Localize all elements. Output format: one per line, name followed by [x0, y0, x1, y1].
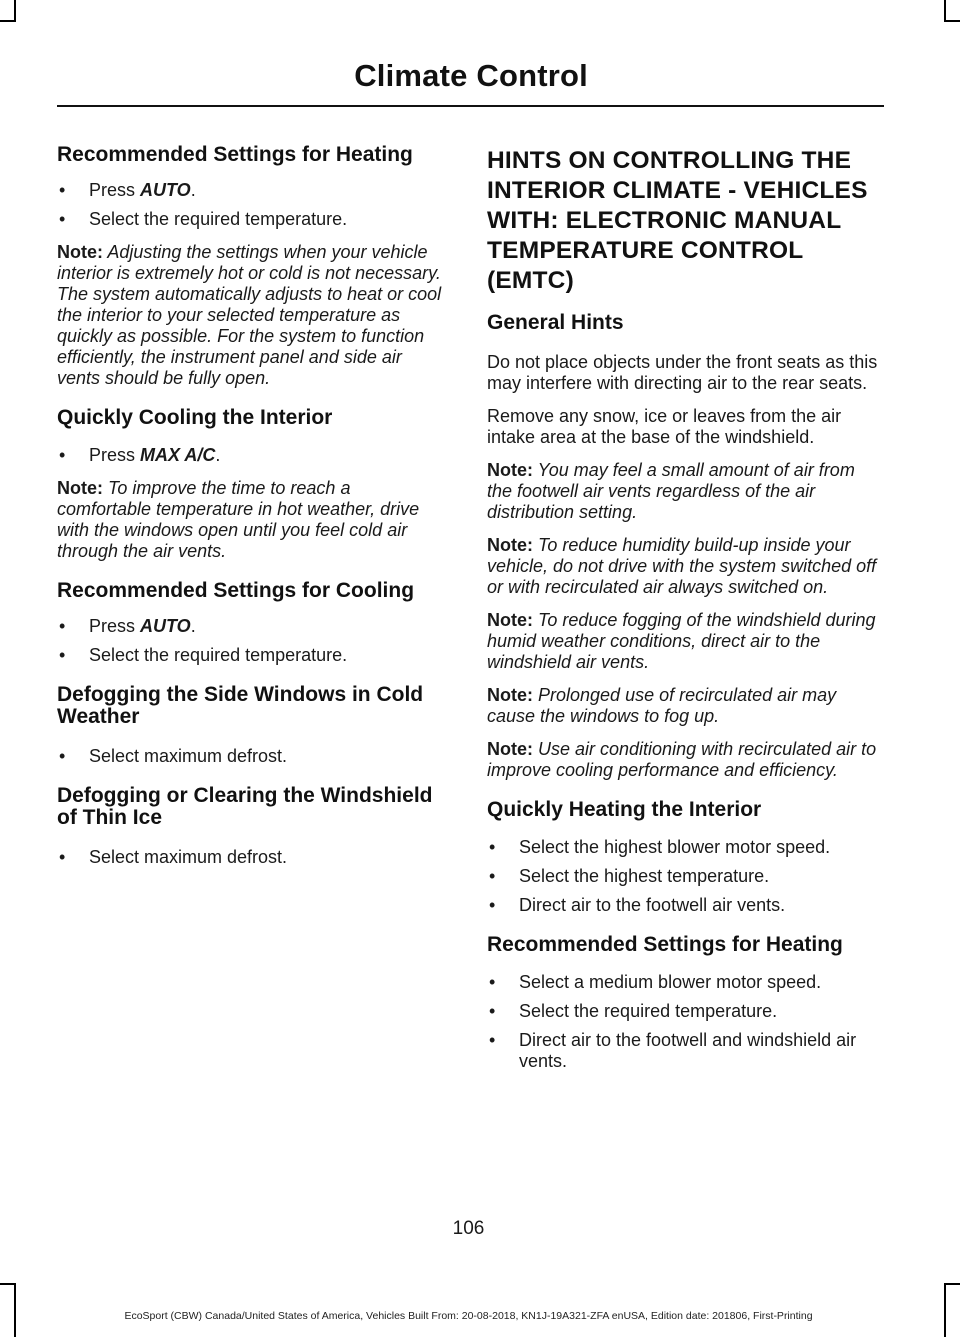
page-header-title: Climate Control	[354, 58, 588, 93]
bullet-icon: •	[489, 1001, 496, 1021]
section-heading-defog-windshield: Defogging or Clearing the Windshield of Thin Ice	[57, 784, 433, 829]
note-paragraph	[487, 685, 882, 727]
note-paragraph	[487, 535, 882, 598]
note-paragraph	[57, 242, 447, 389]
note-text: You may feel a small amount of air from the footwell air vents regardless of the air distribution setting.	[487, 460, 855, 522]
section-heading-heating: Recommended Settings for Heating	[57, 143, 413, 166]
list-item	[487, 1030, 882, 1072]
list-item	[57, 616, 447, 637]
bullet-icon: •	[59, 847, 66, 867]
bullet-icon: •	[59, 180, 66, 200]
crop-mark-bottom-right-v	[944, 1283, 946, 1337]
note-label: Note:	[487, 610, 533, 630]
heating-interior-bullet-list	[487, 837, 882, 916]
list-item	[487, 837, 882, 858]
defog-windshield-bullet-list	[57, 847, 447, 868]
section-heading-general-hints: General Hints	[487, 311, 624, 334]
list-item	[487, 866, 882, 887]
list-item	[57, 746, 447, 767]
note-label: Note:	[487, 535, 533, 555]
list-item	[57, 209, 447, 230]
note-label: Note:	[487, 685, 533, 705]
bullet-text: Select maximum defrost.	[89, 746, 288, 766]
general-hint-paragraph: Remove any snow, ice or leaves from the air intake area at the base of the windshield.	[487, 406, 842, 447]
bullet-text: Direct air to the footwell air vents.	[519, 895, 786, 915]
heating-settings-bullet-list	[487, 972, 882, 1072]
footer-text: EcoSport (CBW) Canada/United States of America, Vehicles Built From: 20-08-2018, KN1J-19A321-ZFA enUSA, Edition date: 201806, First-Printing	[124, 1310, 813, 1322]
bullet-text: Select maximum defrost.	[89, 847, 288, 867]
section-heading-heating-interior: Quickly Heating the Interior	[487, 798, 762, 821]
header-rule	[57, 105, 884, 107]
section-heading-heating-settings: Recommended Settings for Heating	[487, 933, 843, 956]
auto-button-label: AUTO	[140, 180, 191, 200]
note-text: To reduce fogging of the windshield during humid weather conditions, direct air to the windshield air vents.	[487, 610, 876, 672]
section-heading-cooling: Recommended Settings for Cooling	[57, 579, 415, 602]
bullet-text: Select a medium blower motor speed.	[519, 972, 822, 992]
bullet-icon: •	[489, 837, 496, 857]
auto-button-label: AUTO	[140, 616, 191, 636]
bullet-text: Select the highest temperature.	[519, 866, 770, 886]
general-hint-paragraph: Do not place objects under the front seats as this may interfere with directing air to the rear seats.	[487, 352, 878, 393]
bullet-icon: •	[59, 616, 66, 636]
bullet-icon: •	[489, 895, 496, 915]
list-item	[487, 895, 882, 916]
page-number: 106	[452, 1218, 485, 1239]
crop-mark-top-right-h	[944, 20, 960, 22]
bullet-icon: •	[489, 1030, 496, 1050]
bullet-text: Press	[89, 616, 141, 636]
list-item	[57, 847, 447, 868]
cooling-bullet-list	[57, 616, 447, 666]
bullet-text: Select the required temperature.	[89, 209, 348, 229]
list-item	[487, 1001, 882, 1022]
note-text: Prolonged use of recirculated air may cause the windows to fog up.	[487, 685, 837, 726]
bullet-icon: •	[59, 445, 66, 465]
crop-mark-top-right-v	[944, 0, 946, 22]
list-item	[57, 645, 447, 666]
note-text: Adjusting the settings when your vehicle interior is extremely hot or cold is not necessary. The system automatically adjusts to heat or cool the interior to your selected temperature as quickly as possible. For the system to function efficiently, the instrument panel and side air vents should be fully open.	[57, 242, 442, 388]
note-label: Note:	[487, 739, 533, 759]
note-text: To reduce humidity build-up inside your vehicle, do not drive with the system switched off or with recirculated air always switched on.	[487, 535, 877, 597]
bullet-suffix: .	[215, 445, 221, 465]
bullet-icon: •	[59, 209, 66, 229]
note-paragraph	[57, 478, 447, 562]
bullet-icon: •	[489, 866, 496, 886]
note-paragraph	[487, 610, 882, 673]
crop-mark-top-left-h	[0, 20, 16, 22]
note-label: Note:	[487, 460, 533, 480]
defog-side-bullet-list	[57, 746, 447, 767]
note-label: Note:	[57, 242, 103, 262]
bullet-suffix: .	[190, 180, 196, 200]
left-column	[57, 144, 447, 880]
bullet-suffix: .	[190, 616, 196, 636]
note-paragraph	[487, 739, 882, 781]
bullet-icon: •	[59, 746, 66, 766]
bullet-text: Select the required temperature.	[89, 645, 348, 665]
list-item	[487, 972, 882, 993]
note-paragraph	[487, 460, 882, 523]
note-text: To improve the time to reach a comfortable temperature in hot weather, drive with the windows open until you feel cold air through the air vents.	[57, 478, 420, 561]
right-column	[487, 146, 882, 1084]
section-heading-defog-side-windows: Defogging the Side Windows in Cold Weather	[57, 683, 424, 728]
bullet-text: Press	[89, 180, 141, 200]
bullet-icon: •	[489, 972, 496, 992]
list-item	[57, 445, 447, 466]
crop-mark-bottom-left-h	[0, 1283, 16, 1285]
note-text: Use air conditioning with recirculated air to improve cooling performance and efficiency.	[487, 739, 877, 780]
crop-mark-bottom-right-h	[944, 1283, 960, 1285]
bullet-text: Select the highest blower motor speed.	[519, 837, 831, 857]
max-ac-button-label: MAX A/C	[140, 445, 216, 465]
list-item	[57, 180, 447, 201]
bullet-text: Press	[89, 445, 141, 465]
main-section-title: HINTS ON CONTROLLING THE INTERIOR CLIMATE - VEHICLES WITH: ELECTRONIC MANUAL TEMPERATURE CONTROL (EMTC)	[487, 147, 868, 294]
bullet-icon: •	[59, 645, 66, 665]
bullet-text: Direct air to the footwell and windshield air vents.	[519, 1030, 857, 1071]
note-label: Note:	[57, 478, 103, 498]
bullet-text: Select the required temperature.	[519, 1001, 778, 1021]
crop-mark-top-left-v	[14, 0, 16, 22]
heating-bullet-list	[57, 180, 447, 230]
section-heading-cooling-interior: Quickly Cooling the Interior	[57, 406, 333, 429]
cooling-interior-bullet-list	[57, 445, 447, 466]
